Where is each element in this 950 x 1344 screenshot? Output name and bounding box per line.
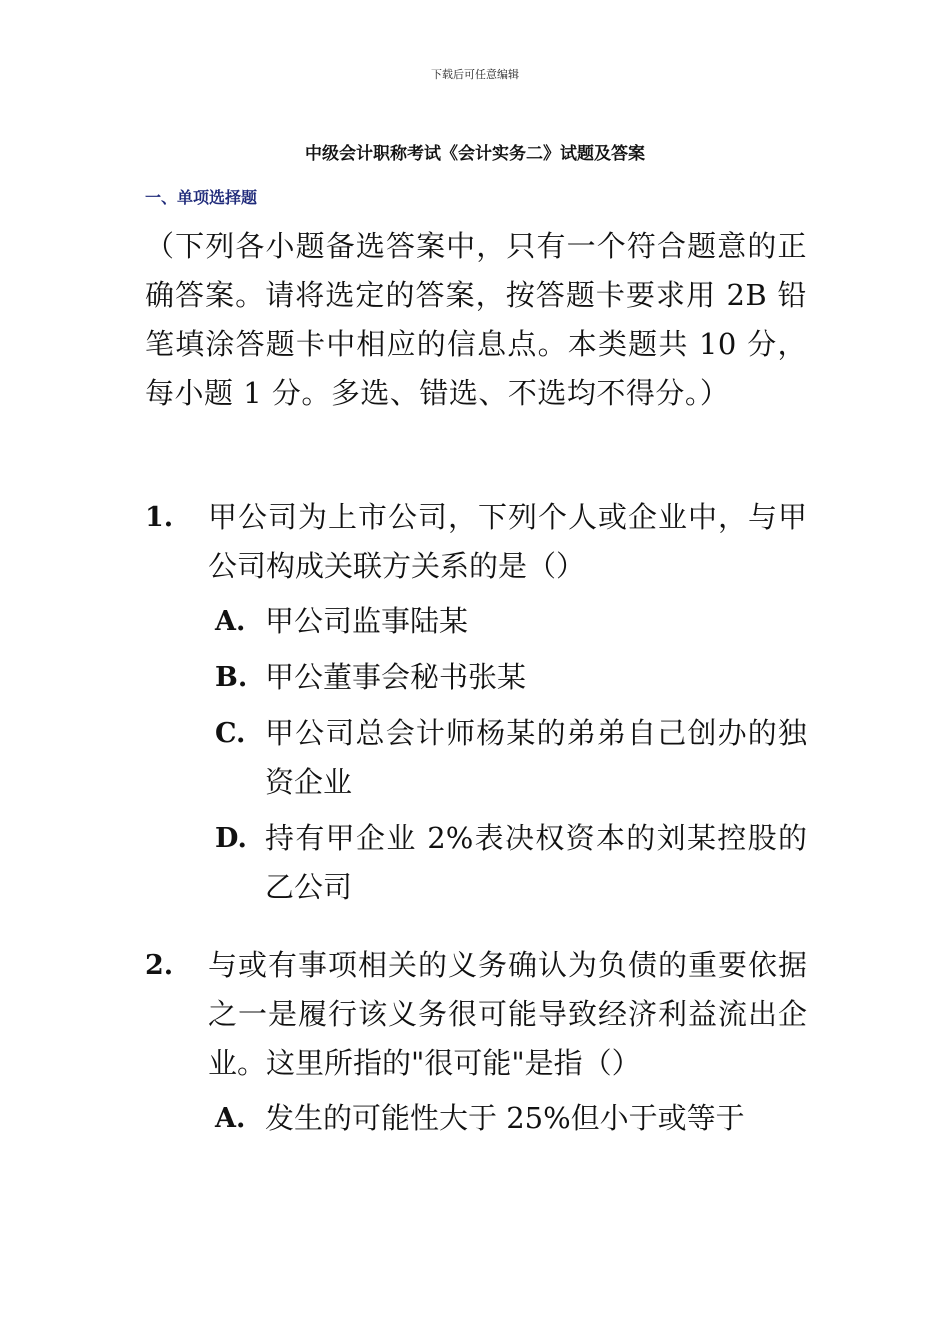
- section-heading: 一、单项选择题: [145, 188, 258, 207]
- question-1: [145, 493, 807, 919]
- option-text: 发生的可能性大于 25%但小于或等于: [265, 1101, 745, 1135]
- question-number: 2.: [145, 950, 174, 981]
- question-2: [145, 941, 807, 1150]
- option-list: [215, 597, 807, 912]
- header-note: 下载后可任意编辑: [431, 68, 519, 81]
- document-title: 中级会计职称考试《会计实务二》试题及答案: [305, 144, 645, 164]
- option-c: [215, 709, 807, 807]
- option-d: [215, 814, 807, 912]
- section-instructions: （下列各小题备选答案中，只有一个符合题意的正确答案。请将选定的答案，按答题卡要求用 2B 铅笔填涂答题卡中相应的信息点。本类题共 10 分，每小题 1 分。多选、错选、不选均不得分。）: [145, 229, 807, 410]
- option-text: 甲公司监事陆某: [265, 604, 469, 638]
- option-b: [215, 653, 807, 702]
- option-a: [215, 1094, 807, 1143]
- option-letter: A.: [215, 606, 246, 637]
- question-number: 1.: [145, 502, 174, 533]
- question-text: 甲公司为上市公司，下列个人或企业中，与甲公司构成关联方关系的是（）: [208, 500, 807, 583]
- question-text: 与或有事项相关的义务确认为负债的重要依据之一是履行该义务很可能导致经济利益流出企业。这里所指的"很可能"是指（）: [208, 948, 807, 1080]
- option-letter: C.: [215, 718, 246, 749]
- option-letter: D.: [215, 823, 247, 854]
- option-list: [215, 1094, 807, 1143]
- option-a: [215, 597, 807, 646]
- option-text: 持有甲企业 2%表决权资本的刘某控股的乙公司: [265, 821, 807, 904]
- option-text: 甲公董事会秘书张某: [265, 660, 527, 694]
- option-letter: A.: [215, 1103, 246, 1134]
- option-text: 甲公司总会计师杨某的弟弟自己创办的独资企业: [265, 716, 807, 799]
- option-letter: B.: [215, 662, 248, 693]
